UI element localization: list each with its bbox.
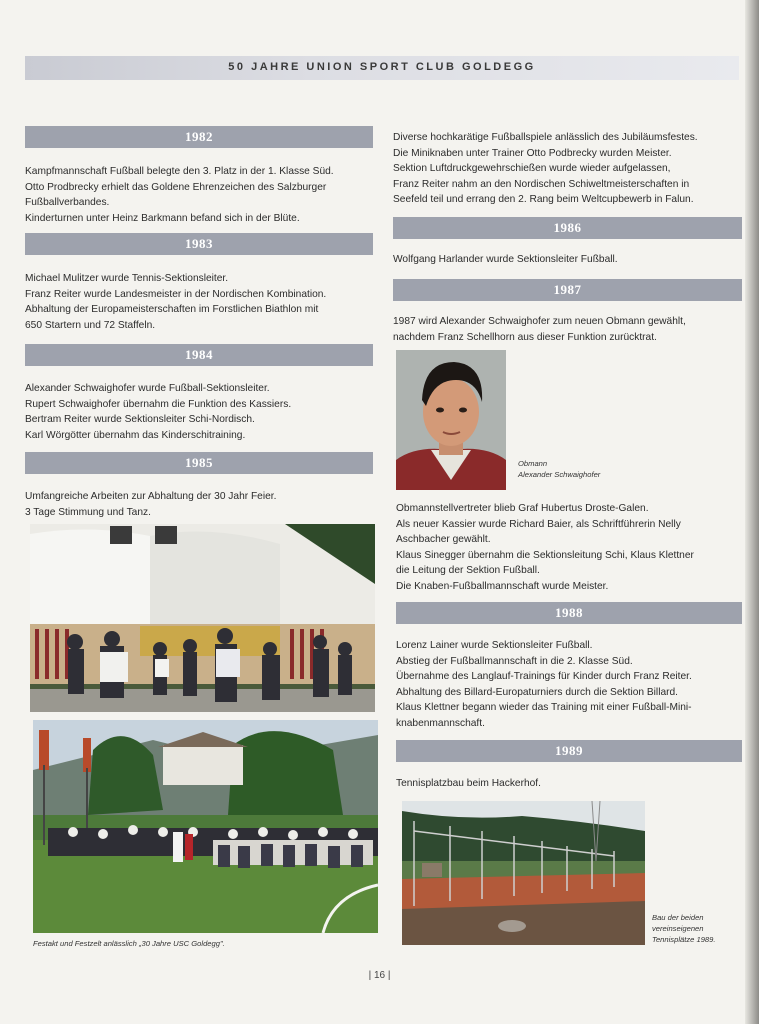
caption-line: Bau der beiden [652,913,704,922]
text-line: Karl Wörgötter übernahm das Kinderschitraining. [25,429,246,441]
portrait-caption [518,458,600,480]
section-1986-text [393,252,742,268]
header-band [25,56,739,80]
text-line: Franz Reiter nahm an den Nordischen Schiweltmeisterschaften in [393,178,690,190]
text-line: Die Knaben-Fußballmannschaft wurde Meister. [396,580,609,592]
year-heading-1982: 1982 [25,126,373,148]
section-1982-text [25,164,373,226]
text-line: Alexander Schwaighofer wurde Fußball-Sektionsleiter. [25,383,270,394]
text-line: Obmannstellvertreter blieb Graf Hubertus Droste-Galen. [396,503,649,514]
text-line: Klaus Sinegger übernahm die Sektionsleitung Schi, Klaus Klettner [396,549,694,561]
text-line: Fußballverbandes. [25,197,110,208]
text-line: Bertram Reiter wurde Sektionsleiter Schi-Nordisch. [25,414,255,425]
text-line: Michael Mulitzer wurde Tennis-Sektionsleiter. [25,273,229,284]
tennis-court-caption [652,912,732,945]
year-heading-1983: 1983 [25,233,373,255]
text-line: Klaus Klettner begann wieder das Training mit einer Fußball-Mini- [396,702,692,713]
section-1985-text [25,489,373,520]
year-heading-1989: 1989 [396,740,742,762]
text-line: Seefeld teil und errang den 2. Rang beim Weltcupbewerb in Falun. [393,194,694,205]
text-line: nachdem Franz Schellhorn aus dieser Funktion zurücktrat. [393,331,657,343]
right-column [393,126,742,345]
page-number: | 16 | [368,970,391,981]
section-1984-text [25,381,373,443]
text-line: Kinderturnen unter Heinz Barkmann befand sich in der Blüte. [25,212,300,224]
text-line: Rupert Schwaighofer übernahm die Funktion des Kassiers. [25,398,292,410]
text-line: Umfangreiche Arbeiten zur Abhaltung der 30 Jahr Feier. [25,491,277,502]
text-line: 3 Tage Stimmung und Tanz. [25,506,151,518]
text-line: Diverse hochkarätige Fußballspiele anlässlich des Jubiläumsfestes. [393,132,698,143]
caption-line: Tennisplätze 1989. [652,935,716,944]
text-line: Kampfmannschaft Fußball belegte den 3. Platz in der 1. Klasse Süd. [25,166,334,177]
text-line: Otto Prodbrecky erhielt das Goldene Ehrenzeichen des Salzburger [25,181,327,193]
text-line: Lorenz Lainer wurde Sektionsleiter Fußball. [396,640,593,651]
section-1987-text [393,314,742,345]
year-heading-1985: 1985 [25,452,373,474]
caption-line: Alexander Schwaighofer [518,470,601,479]
portrait-photo [396,350,506,490]
text-line: Als neuer Kassier wurde Richard Baier, als Schriftführerin Nelly [396,518,681,530]
text-line: Aschbacher gewählt. [396,534,491,545]
text-line: Franz Reiter wurde Landesmeister in der Nordischen Kombination. [25,288,327,300]
year-heading-1986: 1986 [393,217,742,239]
left-column [25,126,373,520]
caption-line: vereinseigenen [652,924,704,933]
tennis-court-photo [402,801,645,945]
section-1983-text [25,271,373,333]
text-line: Übernahme des Langlauf-Trainings für Kinder durch Franz Reiter. [396,671,692,682]
ceremony-photo-caption: Festakt und Festzelt anlässlich „30 Jahre USC Goldegg". [33,939,225,948]
ceremony-photo [33,720,378,933]
right-column-lower [396,501,742,792]
caption-line: Obmann [518,459,548,468]
section-1989-text [396,776,742,792]
section-1988-text [396,638,742,731]
text-line: Sektion Luftdruckgewehrschießen wurde wieder aufgelassen, [393,163,671,174]
text-line: knabenmannschaft. [396,717,485,729]
text-line: Abhaltung der Europameisterschaften im Forstlichen Biathlon mit [25,304,319,315]
text-line: 1987 wird Alexander Schwaighofer zum neuen Obmann gewählt, [393,316,686,327]
section-1985-continued-text [393,130,742,208]
text-line: die Leitung der Sektion Fußball. [396,565,540,576]
year-heading-1984: 1984 [25,344,373,366]
text-line: Abhaltung des Billard-Europaturniers durch die Sektion Billard. [396,686,679,698]
text-line: Die Miniknaben unter Trainer Otto Podbrecky wurden Meister. [393,147,672,159]
section-1987-continued-text [396,501,742,594]
year-heading-1988: 1988 [396,602,742,624]
text-line: Tennisplatzbau beim Hackerhof. [396,778,541,789]
year-heading-1987: 1987 [393,279,742,301]
page-edge [745,0,759,1024]
text-line: 650 Startern und 72 Staffeln. [25,319,156,331]
text-line: Wolfgang Harlander wurde Sektionsleiter Fußball. [393,253,618,265]
festival-tent-photo [30,524,375,712]
page-title: 50 JAHRE UNION SPORT CLUB GOLDEGG [228,61,536,73]
text-line: Abstieg der Fußballmannschaft in die 2. Klasse Süd. [396,655,633,667]
